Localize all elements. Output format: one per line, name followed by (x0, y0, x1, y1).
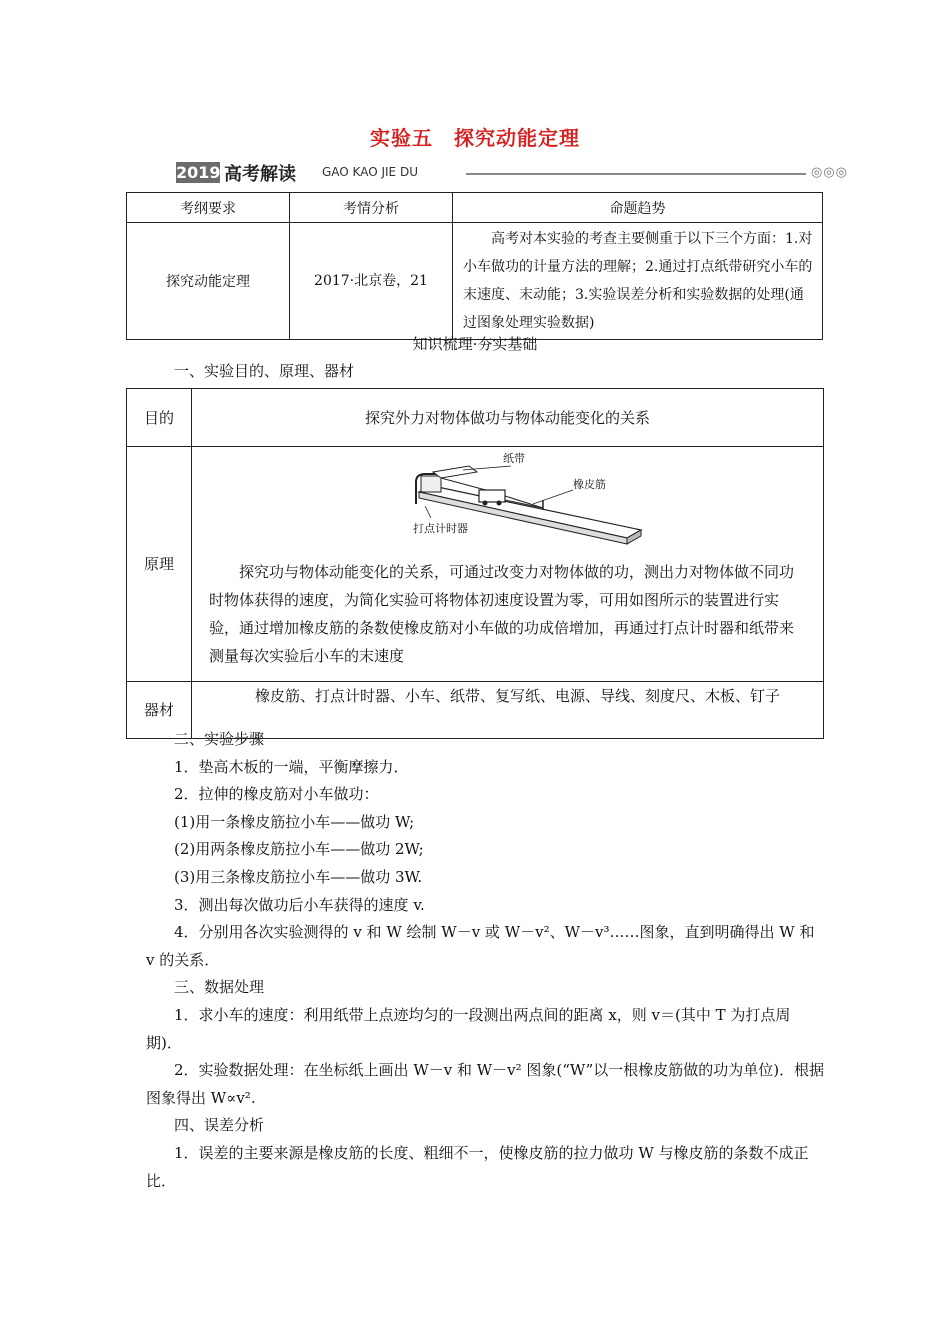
purpose-label: 目的 (127, 389, 192, 447)
table-header-row (127, 193, 823, 223)
exam-analysis-table (126, 192, 823, 340)
step-item: 4．分别用各次实验测得的 v 和 W 绘制 W－v 或 W－v²、W－v³……图象，直到明确得出 W 和 v 的关系． (146, 923, 815, 969)
step-subitem: (1)用一条橡皮筋拉小车——做功 W; (174, 812, 415, 831)
section1-heading: 一、实验目的、原理、器材 (174, 362, 355, 380)
principle-label: 原理 (127, 447, 192, 682)
step-subitem: (2)用两条橡皮筋拉小车——做功 2W; (174, 840, 424, 859)
banner-title: 高考解读 (224, 164, 296, 185)
experiment-table (126, 388, 824, 739)
principle-text: 探究功与物体动能变化的关系，可通过改变力对物体做的功，测出力对物体做不同功时物体获得的速度，为简化实验可将物体初速度设置为零，可用如图所示的装置进行实验，通过增加橡皮筋的条数使橡皮筋对小车做的功成倍增加，再通过打点计时器和纸带来测量每次实验后小车的末速度 (209, 563, 795, 665)
step-subitem: (3)用三条橡皮筋拉小车——做功 3W. (174, 867, 423, 886)
banner-pinyin: GAO KAO JIE DU (322, 165, 418, 179)
banner-divider (466, 173, 806, 175)
data-item: 2．实验数据处理：在坐标纸上画出 W－v 和 W－v² 图象(“W”以一根橡皮筋做的功为单位)．根据图象得出 W∝v². (146, 1061, 825, 1107)
step-item: 2．拉伸的橡皮筋对小车做功： (174, 785, 379, 804)
page-title: 实验五 探究动能定理 (370, 126, 580, 150)
content-body (146, 726, 826, 1195)
gaokao-banner (176, 162, 848, 184)
section-subtitle: 知识梳理·夯实基础 (412, 335, 538, 353)
purpose-row (127, 389, 824, 447)
header-analysis: 考情分析 (290, 193, 453, 223)
data-item: 1．求小车的速度：利用纸带上点迹均匀的一段测出两点间的距离 x，则 v＝(其中 T 为打点周期)． (146, 1005, 791, 1052)
tape-label: 纸带 (503, 452, 525, 465)
section2-heading: 二、实验步骤 (174, 730, 265, 748)
equipment-text: 橡皮筋、打点计时器、小车、纸带、复写纸、电源、导线、刻度尺、木板、钉子 (192, 682, 824, 739)
error-item: 1．误差的主要来源是橡皮筋的长度、粗细不一，使橡皮筋的拉力做功 W 与橡皮筋的条数不成正比． (146, 1143, 809, 1190)
equipment-label: 器材 (127, 682, 192, 739)
principle-row (127, 447, 824, 682)
header-trend: 命题趋势 (453, 193, 823, 223)
purpose-text: 探究外力对物体做功与物体动能变化的关系 (192, 389, 824, 447)
step-item: 1．垫高木板的一端，平衡摩擦力． (174, 757, 409, 776)
rubber-label: 橡皮筋 (573, 478, 606, 491)
analysis-cell: 2017·北京卷，21 (290, 223, 453, 340)
step-item: 3．测出每次做功后小车获得的速度 v. (174, 895, 425, 914)
banner-year: 2019 (176, 163, 221, 182)
trend-cell: 高考对本实验的考查主要侧重于以下三个方面：1.对小车做功的计量方法的理解；2.通过打点纸带研究小车的末速度、末动能；3.实验误差分析和实验数据的处理(通过图象处理实验数据) (453, 223, 823, 340)
table-row (127, 223, 823, 340)
apparatus-figure (193, 448, 822, 558)
header-requirement: 考纲要求 (127, 193, 290, 223)
timer-label: 打点计时器 (413, 522, 468, 535)
banner-dots-icon: ◎◎◎ (810, 165, 848, 180)
principle-cell (192, 447, 824, 682)
section4-heading: 四、误差分析 (174, 1116, 265, 1135)
apparatus-diagram (193, 448, 825, 558)
section3-heading: 三、数据处理 (174, 978, 265, 997)
requirement-cell: 探究动能定理 (127, 223, 290, 340)
